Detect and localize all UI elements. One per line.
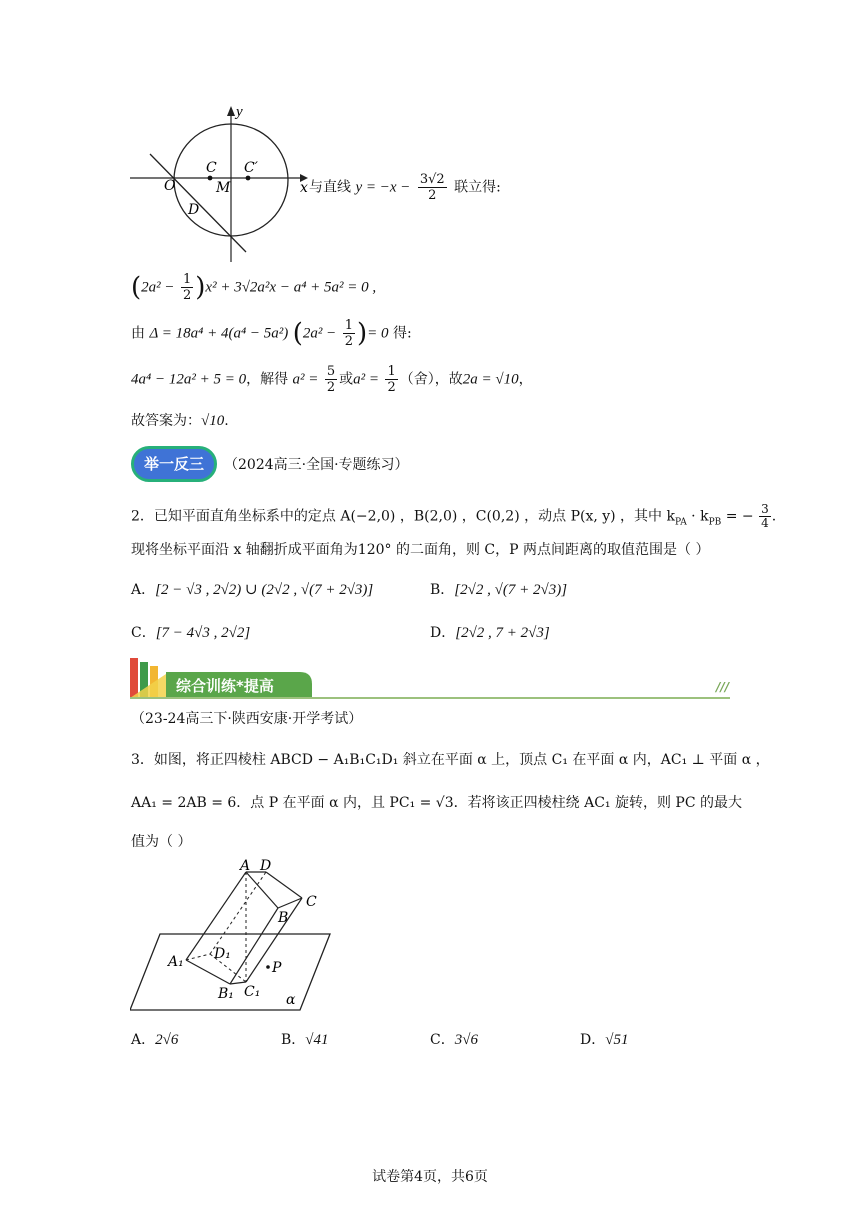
eq3-fraction <box>343 318 355 349</box>
q3-option-c[interactable] <box>430 1030 478 1050</box>
q2-option-c-value: [7 − 4√3 , 2√2] <box>155 625 251 641</box>
eq2-frac-num: 1 <box>182 272 192 287</box>
q3-option-d-value: √51 <box>605 1032 629 1048</box>
prism-label-p: P <box>272 960 282 976</box>
answer-text: 故答案为： <box>131 413 201 429</box>
eq2-frac-den: 2 <box>182 288 192 303</box>
q2-option-a-label: A． <box>131 582 156 598</box>
q2-fraction <box>759 503 771 530</box>
q2-option-b-value: [2√2 , √(7 + 2√3)] <box>454 582 568 598</box>
point-c-label: C <box>206 160 217 176</box>
line1-frac-den: 2 <box>428 188 437 203</box>
eq2-part-a: 2a² − <box>141 279 175 296</box>
point-cprime-label: C′ <box>244 160 258 176</box>
q3-option-c-label: C． <box>430 1032 455 1048</box>
q3-source: （23-24高三下·陕西安康·开学考试） <box>131 711 363 727</box>
line1-equation: y = −x − <box>355 179 411 196</box>
equation-line-4 <box>131 364 533 395</box>
eq4-frac2-den: 2 <box>387 380 396 395</box>
x-axis-label: x <box>300 180 308 196</box>
eq4-part-c: a² = <box>353 371 380 388</box>
q3-line-1: 3．如图，将正四棱柱 ABCD − A₁B₁C₁D₁ 斜立在平面 α 上，顶点 C₁ 在平面 α 内，AC₁ ⊥ 平面 α ， <box>131 752 770 768</box>
eq4-frac1-den: 2 <box>326 380 336 395</box>
origin-label: O <box>164 178 176 194</box>
eq4-part-b: a² = <box>292 371 319 388</box>
q2-option-d-label: D． <box>430 625 456 641</box>
point-d-label: D <box>188 202 200 218</box>
eq4-text-1: ，解得 <box>246 371 289 388</box>
equation-line-2: (2a² − $\frac{1}{2}$ )x² + 3√2a²x − a⁴ + 5a² = 0 , <box>131 272 377 303</box>
eq4-text-2: 或 <box>339 371 354 388</box>
prism-label-d1: D₁ <box>214 946 231 962</box>
page-footer: 试卷第4页，共6页 <box>372 1169 488 1185</box>
line1-fraction <box>418 172 447 203</box>
eq4-text-4: ， <box>518 371 533 388</box>
prism-figure <box>130 856 340 1016</box>
q2-frac-num: 3 <box>761 502 769 516</box>
q2-text-1: 2．已知平面直角坐标系中的定点 A(−2,0) ，B(2,0) ，C(0,2) ，动点 P(x, y) ，其中 k <box>131 508 675 525</box>
line1-suffix: 联立得: <box>454 179 501 196</box>
line1-prefix: 与直线 <box>309 179 351 196</box>
eq3-part-b: 2a² − <box>302 325 337 342</box>
eq3-suffix: 得: <box>392 325 412 342</box>
q2-dot: · k <box>686 508 709 525</box>
prism-label-b: B <box>278 910 289 926</box>
q3-option-a[interactable] <box>131 1030 178 1050</box>
q2-option-d-value: [2√2 , 7 + 2√3] <box>455 625 550 641</box>
q3-line-3: 值为（ ） <box>131 834 192 850</box>
circle-figure <box>128 104 308 264</box>
q2-option-b[interactable] <box>430 580 567 600</box>
q2-option-c[interactable] <box>131 623 250 643</box>
q3-option-c-value: 3√6 <box>454 1032 478 1048</box>
eq4-text-3: （舍），故 <box>399 371 463 388</box>
prism-label-alpha: α <box>286 992 296 1008</box>
equation-line-3: 由 Δ = 18a⁴ + 4(a⁴ − 5a²) (2a² − $\frac{1}{2}$ )= 0 得: <box>131 318 412 349</box>
eq4-fraction-2 <box>385 364 397 395</box>
y-axis-label: y <box>236 104 243 120</box>
q2-option-b-label: B． <box>430 582 455 598</box>
eq4-part-a: 4a⁴ − 12a² + 5 = 0 <box>131 371 247 388</box>
q3-option-a-label: A． <box>131 1032 156 1048</box>
point-m-label: M <box>216 180 231 196</box>
q3-option-d-label: D． <box>580 1032 606 1048</box>
eq4-frac2-num: 1 <box>387 364 396 379</box>
q3-option-b[interactable] <box>281 1030 329 1050</box>
eq4-frac1-num: 5 <box>326 364 336 379</box>
q2-line-1: 2．已知平面直角坐标系中的定点 A(−2,0) ，B(2,0) ，C(0,2) ，动点 P(x, y) ，其中 $k_{PA} \cdot k_{PB}$ = − $\frac{3}{4}$ . <box>131 502 777 530</box>
banner-divider <box>130 697 730 699</box>
q3-option-b-label: B． <box>281 1032 306 1048</box>
prism-label-a: A <box>240 858 251 874</box>
q2-option-a-value: [2 − √3 , 2√2) ∪ (2√2 , √(7 + 2√3)] <box>155 582 374 598</box>
q2-line-2: 现将坐标平面沿 x 轴翻折成平面角为120° 的二面角，则 C，P 两点间距离的取值范围是（ ） <box>131 542 710 558</box>
banner-marks: /// <box>716 680 730 694</box>
eq4-part-d: 2a = √10 <box>462 371 519 388</box>
q2-kpa-sub: PA <box>675 517 687 528</box>
equation-line-1 <box>309 172 501 203</box>
eq3-part-c: = 0 <box>367 325 389 342</box>
q3-option-d[interactable] <box>580 1030 628 1050</box>
prism-label-d: D <box>260 858 272 874</box>
q2-eq: = − <box>721 508 754 525</box>
answer-line <box>131 411 229 431</box>
eq3-frac-den: 2 <box>344 334 353 349</box>
eq3-frac-num: 1 <box>344 318 353 333</box>
q2-option-d[interactable] <box>430 623 550 643</box>
answer-end: . <box>224 413 229 429</box>
q3-option-b-value: √41 <box>305 1032 329 1048</box>
prism-label-c1: C₁ <box>244 984 261 1000</box>
prism-label-a1: A₁ <box>168 954 184 970</box>
q3-option-a-value: 2√6 <box>155 1032 179 1048</box>
eq3-part-a: Δ = 18a⁴ + 4(a⁴ − 5a²) <box>149 325 289 342</box>
q2-frac-den: 4 <box>761 516 769 530</box>
q3-line-2: AA₁ = 2AB = 6．点 P 在平面 α 内，且 PC₁ = √3．若将该正四棱柱绕 AC₁ 旋转，则 PC 的最大 <box>131 795 743 811</box>
prism-label-b1: B₁ <box>218 986 234 1002</box>
eq4-fraction-1 <box>325 364 337 395</box>
line1-frac-num: 3√2 <box>419 172 445 187</box>
q2-kpb-sub: PB <box>708 517 722 528</box>
eq2-part-b: x² + 3√2a²x − a⁴ + 5a² = 0 , <box>205 279 377 296</box>
q2-option-c-label: C． <box>131 625 156 641</box>
answer-value: √10 <box>201 413 225 429</box>
eq3-prefix: 由 <box>131 325 145 342</box>
q2-option-a[interactable] <box>131 580 373 600</box>
banner-label: 综合训练*提高 <box>176 677 274 695</box>
prism-label-c: C <box>306 894 317 910</box>
eq2-fraction <box>181 272 193 303</box>
badge-source: （2024高三·全国·专题练习） <box>224 457 409 473</box>
section-badge: 举一反三 <box>131 446 217 482</box>
